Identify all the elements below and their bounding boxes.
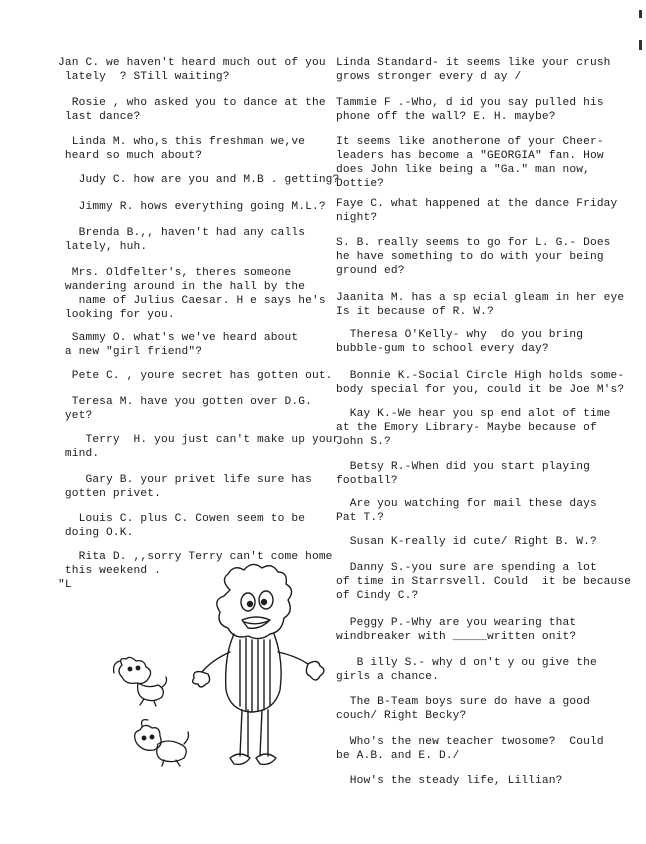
gossip-item: Pete C. , youre secret has gotten out. — [58, 370, 333, 382]
gossip-item: Who's the new teacher twosome? Could be A.B. and E. D./ — [336, 736, 604, 762]
gossip-item: Are you watching for mail these days Pat T.? — [336, 498, 597, 524]
gossip-item: Faye C. what happened at the dance Friday night? — [336, 198, 618, 224]
gossip-item: Jaanita M. has a sp ecial gleam in her eye Is it because of R. W.? — [336, 292, 625, 318]
gossip-item: Bonnie K.-Social Circle High holds some- body special for you, could it be Joe M's? — [336, 370, 625, 396]
gossip-item: Mrs. Oldfelter's, theres someone wandering around in the hall by the name of Julius Caesar. H e says he's looking for you. — [64, 267, 326, 321]
gossip-item: Rita D. ,,sorry Terry can't come home this weekend . "L — [58, 551, 333, 591]
gossip-item: Tammie F .-Who, d id you say pulled his phone off the wall? E. H. maybe? — [336, 97, 604, 123]
gossip-item: Susan K-really id cute/ Right B. W.? — [336, 536, 597, 548]
gossip-item: Peggy P.-Why are you wearing that windbreaker with _____written onit? — [336, 617, 577, 643]
gossip-item: Teresa M. have you gotten over D.G. yet? — [64, 396, 312, 422]
gossip-item: Linda Standard- it seems like your crush grows stronger every d ay / — [336, 57, 611, 83]
gossip-item: Sammy O. what's we've heard about a new "girl friend"? — [64, 332, 299, 358]
puppy-cartoon-lower — [128, 718, 194, 768]
duckling-cartoon — [190, 560, 330, 785]
gossip-item: Rosie , who asked you to dance at the last dance? — [64, 97, 326, 123]
gossip-item: Theresa O'Kelly- why do you bring bubble-gum to school every day? — [336, 329, 584, 355]
gossip-item: Jimmy R. hows everything going M.L.? — [58, 201, 326, 213]
puppy-cartoon-upper — [108, 655, 170, 707]
gossip-item: The B-Team boys sure do have a good couch/ Right Becky? — [336, 696, 590, 722]
gossip-item: Danny S.-you sure are spending a lot of time in Starrsvell. Could it be because of Cindy C.? — [336, 562, 632, 602]
gossip-item: It seems like anotherone of your Cheer- leaders has become a "GEORGIA" fan. How does John like being a "Ga." man now, Dottie? — [336, 136, 604, 190]
gossip-item: Terry H. you just can't make up your mind. — [64, 434, 340, 460]
gossip-item: Louis C. plus C. Cowen seem to be doing O.K. — [64, 513, 306, 539]
gossip-item: Betsy R.-When did you start playing football? — [336, 461, 590, 487]
gossip-item: How's the steady life, Lillian? — [336, 775, 563, 787]
gossip-item: Linda M. who,s this freshman we,ve heard so much about? — [64, 136, 306, 162]
gossip-item: Jan C. we haven't heard much out of you lately ? STill waiting? — [58, 57, 326, 83]
gossip-item: B illy S.- why d on't y ou give the girls a chance. — [336, 657, 597, 683]
gossip-item: Brenda B.,, haven't had any calls lately, huh. — [64, 227, 306, 253]
gossip-item: Judy C. how are you and M.B . getting? — [58, 174, 340, 186]
gossip-item: S. B. really seems to go for L. G.- Does he have something to do with your being ground ed? — [336, 237, 611, 277]
gossip-item: Kay K.-We hear you sp end alot of time at the Emory Library- Maybe because of John S.? — [336, 408, 611, 448]
gossip-item: Gary B. your privet life sure has gotten privet. — [64, 474, 312, 500]
